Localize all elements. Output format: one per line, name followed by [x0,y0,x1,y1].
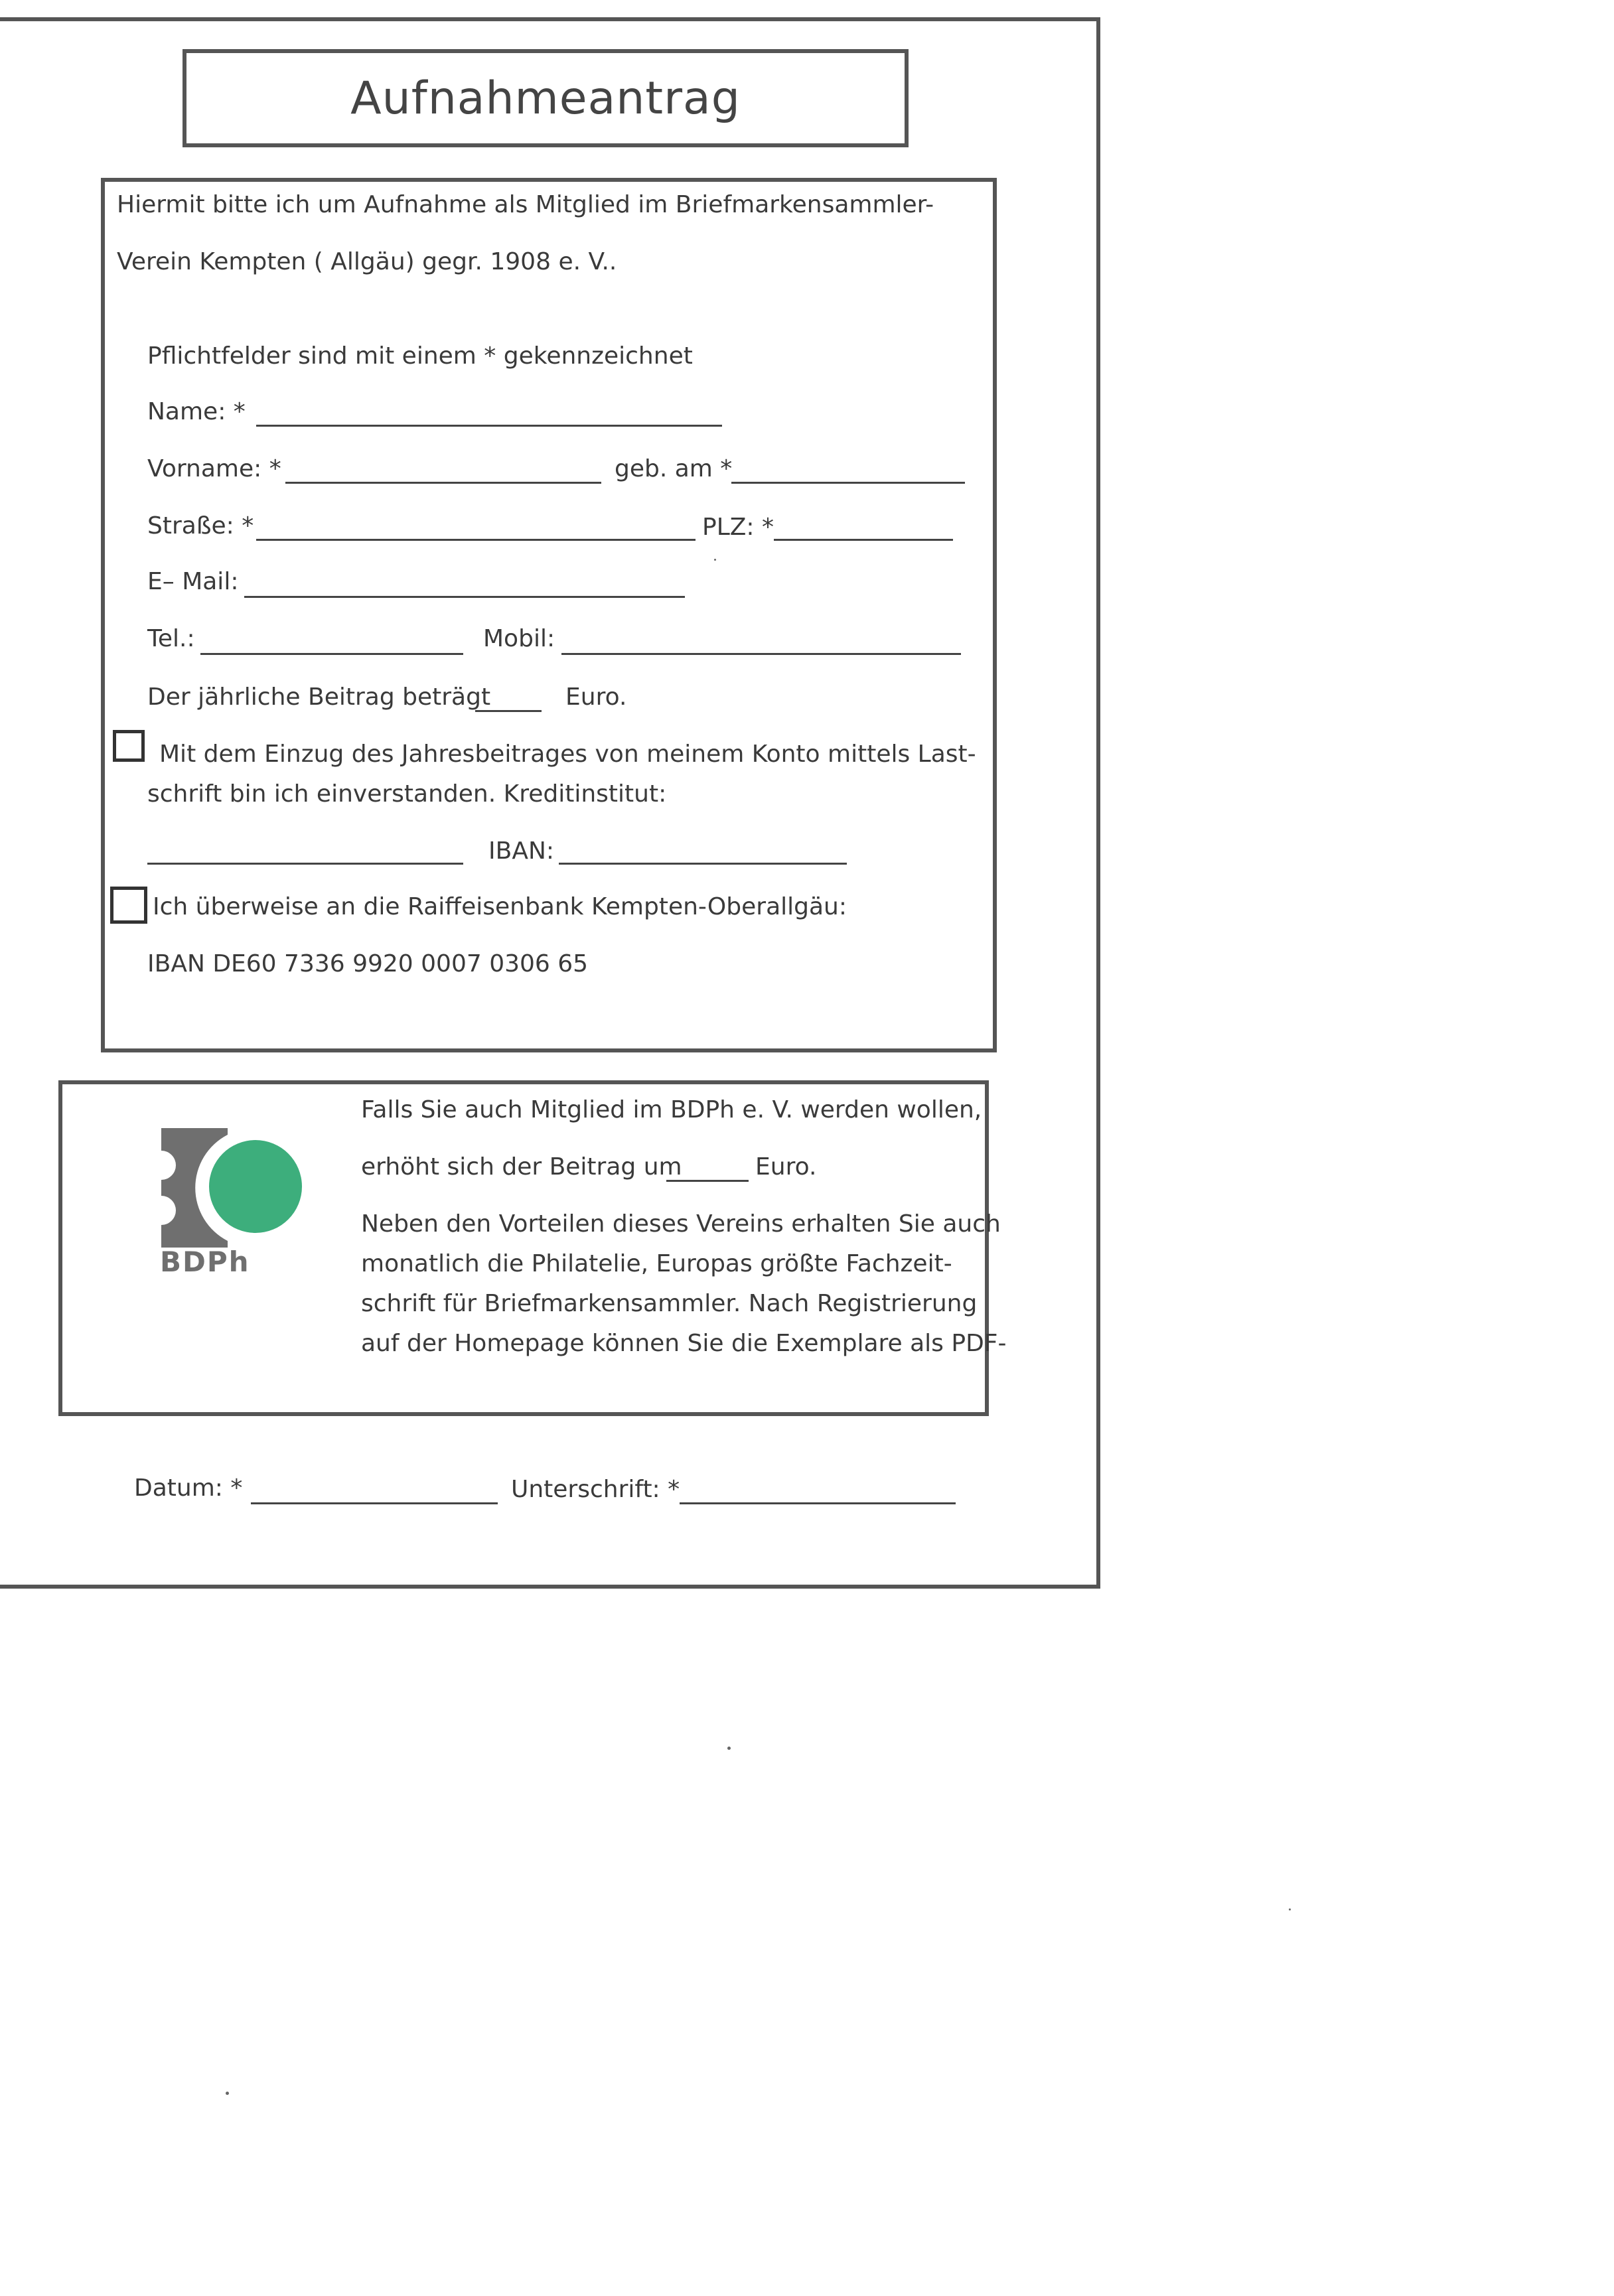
bdph-line-5: schrift für Briefmarkensammler. Nach Registrierung [361,1290,978,1317]
bdph-line-2-unit: Euro. [755,1153,817,1181]
title-box [183,49,909,147]
beitrag-field[interactable] [475,710,542,712]
plz-field[interactable] [774,539,953,541]
intro-line-2: Verein Kempten ( Allgäu) gegr. 1908 e. V.. [117,248,617,275]
page-title: Aufnahmeantrag [350,72,741,125]
bdph-line-6: auf der Homepage können Sie die Exemplare als PDF- [361,1330,1007,1357]
lastschrift-checkbox[interactable] [113,730,145,762]
required-note: Pflichtfelder sind mit einem * gekennzeichnet [147,342,693,370]
bdph-line-1: Falls Sie auch Mitglied im BDPh e. V. werden wollen, [361,1096,982,1123]
geb-field[interactable] [731,482,965,484]
beitrag-unit: Euro. [565,683,627,711]
tel-label: Tel.: [147,625,195,652]
iban-field[interactable] [559,863,847,865]
bdph-line-4: monatlich die Philatelie, Europas größte Fachzeit- [361,1250,952,1277]
beitrag-label: Der jährliche Beitrag beträgt [147,683,491,711]
scan-speck [1289,1908,1291,1910]
name-label: Name: * [147,398,246,425]
vorname-label: Vorname: * [147,455,281,482]
scan-speck [727,1747,731,1750]
strasse-field[interactable] [256,539,696,541]
bank-iban: IBAN DE60 7336 9920 0007 0306 65 [147,950,589,977]
bdph-line-3: Neben den Vorteilen dieses Vereins erhalten Sie auch [361,1210,1001,1238]
strasse-label: Straße: * [147,512,254,539]
kreditinstitut-field[interactable] [147,863,463,865]
plz-label: PLZ: * [702,514,774,541]
email-label: E– Mail: [147,568,239,595]
ueberweisung-line-1: Ich überweise an die Raiffeisenbank Kempten-Oberallgäu: [153,893,847,920]
bdph-beitrag-field[interactable] [666,1180,749,1182]
bdph-logo [156,1128,309,1274]
application-section [101,178,997,1052]
lastschrift-line-2: schrift bin ich einverstanden. Kreditinstitut: [147,780,667,808]
bdph-logo-text: BDPh [160,1246,250,1274]
vorname-field[interactable] [285,482,601,484]
ueberweisung-checkbox[interactable] [110,887,147,924]
mobil-field[interactable] [561,653,961,655]
tel-field[interactable] [200,653,463,655]
email-field[interactable] [244,596,685,598]
unterschrift-field[interactable] [680,1502,956,1504]
name-field[interactable] [256,425,722,427]
geb-label: geb. am * [615,455,733,482]
scan-speck [226,2092,229,2095]
mobil-label: Mobil: [483,625,555,652]
intro-line-1: Hiermit bitte ich um Aufnahme als Mitglied im Briefmarkensammler- [117,191,934,218]
iban-label: IBAN: [488,837,554,865]
bdph-line-2: erhöht sich der Beitrag um [361,1153,682,1181]
datum-label: Datum: * [134,1474,243,1502]
unterschrift-label: Unterschrift: * [511,1476,680,1503]
datum-field[interactable] [251,1502,498,1504]
scan-speck [714,559,716,561]
lastschrift-line-1: Mit dem Einzug des Jahresbeitrages von meinem Konto mittels Last- [159,741,976,768]
